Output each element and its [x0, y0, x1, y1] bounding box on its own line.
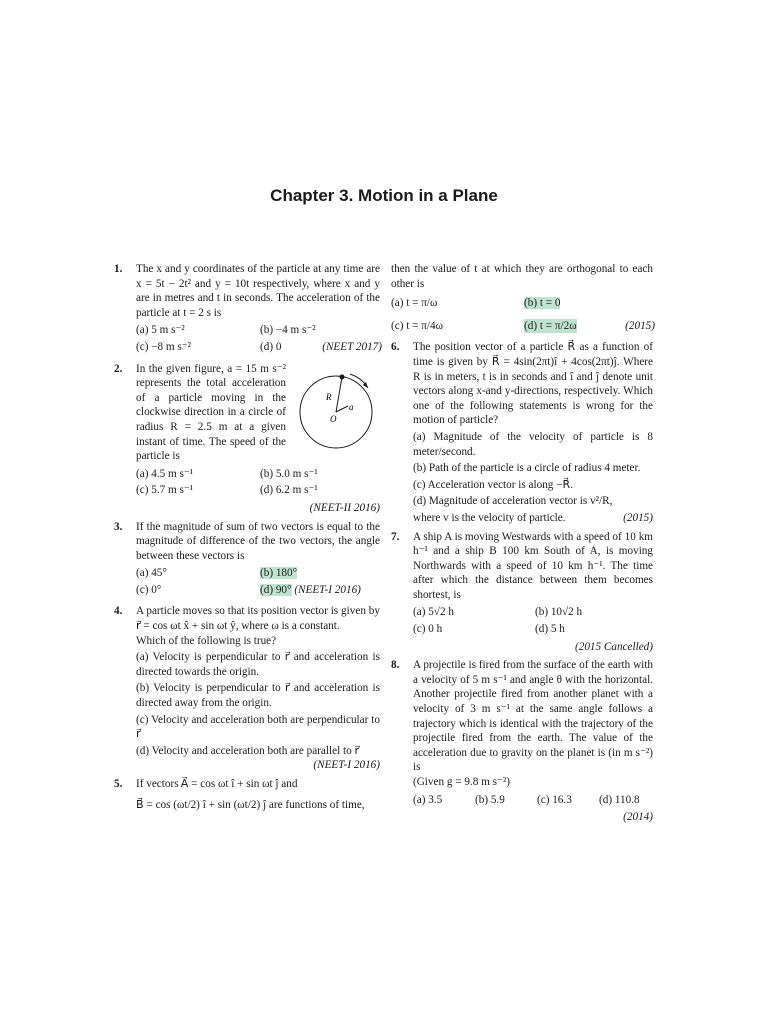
question-number: 4. — [114, 605, 123, 618]
option-a: (a) 3.5 — [413, 793, 443, 806]
exam-tag: (NEET-I 2016) — [313, 759, 380, 772]
option-b: (b) Path of the particle is a circle of radius 4 meter. — [413, 462, 641, 475]
option-b: (b) 5.9 — [475, 793, 505, 806]
option-b: (b) 10√2 h — [535, 606, 583, 619]
option-d: (d) 6.2 m s⁻¹ — [260, 484, 318, 497]
option-d: (d) 5 h — [535, 623, 565, 636]
question-1 — [114, 262, 380, 358]
option-b: (b) Velocity is perpendicular to r⃗ and acceleration is directed away from the origin. — [136, 682, 380, 710]
figure-label-o: O — [330, 413, 337, 424]
option-a: (a) 5√2 h — [413, 606, 454, 619]
option-a: (a) t = π/ω — [391, 297, 438, 310]
question-text: In the given figure, a = 15 m s⁻² represents the total acceleration of a particle moving in the clockwise direction in a circle of radius R = 2.5 m at a given instant of time. The speed of the particle is — [136, 362, 286, 463]
option-a: (a) 45° — [136, 567, 167, 580]
option-d: (d) 90° — [260, 583, 292, 596]
question-subtext: Which of the following is true? — [136, 634, 277, 647]
question-text: A particle moves so that its position vector is given by r⃗ = cos ωt x̂ + sin ωt ŷ, where ω is a constant. — [136, 605, 380, 633]
option-d: (d) Velocity and acceleration both are parallel to r⃗ — [136, 744, 360, 757]
question-number: 5. — [114, 778, 123, 790]
option-b: (b) t = 0 — [524, 297, 561, 310]
question-number: 6. — [391, 341, 400, 354]
option-c: (c) 0° — [136, 583, 162, 596]
exam-tag: (2014) — [623, 811, 653, 824]
option-c: (c) t = π/4ω — [391, 319, 443, 332]
option-a: (a) Velocity is perpendicular to r⃗ and acceleration is directed towards the origin. — [136, 651, 380, 678]
option-c: (c) 0 h — [413, 623, 443, 636]
option-b: (b) −4 m s⁻² — [260, 324, 316, 337]
question-3 — [114, 520, 380, 601]
right-column — [391, 262, 653, 829]
option-c: (c) Velocity and acceleration both are perpendicular to r⃗ — [136, 713, 380, 741]
exam-tag: (2015 Cancelled) — [575, 640, 653, 653]
question-number: 2. — [114, 362, 123, 375]
option-a: (a) 4.5 m s⁻¹ — [136, 467, 194, 480]
question-number: 8. — [391, 659, 400, 672]
exam-tag: (NEET-II 2016) — [309, 501, 380, 514]
question-subtext: B⃗ = cos (ωt/2) î + sin (ωt/2) ĵ are functions of time, — [136, 798, 365, 811]
given-note: (Given g = 9.8 m s⁻²) — [413, 776, 510, 788]
question-5-continued — [391, 262, 653, 336]
exam-tag: (2015) — [625, 319, 655, 332]
question-text: A projectile is fired from the surface of the earth with a velocity of 5 m s⁻¹ and angle θ with the horizontal. Another projectile fired from another planet with a velocity of 3 m s⁻¹ at the same angle follows a trajectory which is identical with the trajectory of the projectile fired from the earth. The value of the acceleration due to gravity on the planet is (in m s⁻²) is — [413, 659, 653, 774]
question-text: then the value of t at which they are orthogonal to each other is — [391, 263, 653, 290]
question-number: 1. — [114, 263, 123, 275]
question-text: A ship A is moving Westwards with a speed of 10 km h⁻¹ and a ship B 100 km South of A, is moving Northwards with a speed of 10 km h⁻¹. The time after which the distance between them becomes shortest, is — [413, 530, 653, 601]
exam-tag: (2015) — [623, 511, 653, 524]
question-7 — [391, 530, 653, 655]
option-c: (c) −8 m s⁻² — [136, 340, 192, 353]
option-a: (a) 5 m s⁻² — [136, 324, 185, 337]
figure-label-r: R — [326, 391, 332, 402]
exam-tag: (NEET 2017) — [322, 340, 382, 353]
question-2 — [114, 362, 380, 516]
question-5 — [114, 777, 380, 812]
question-text: If vectors A⃗ = cos ωt î + sin ωt ĵ and — [136, 778, 298, 790]
option-c: (c) 16.3 — [537, 793, 572, 806]
question-8 — [391, 658, 653, 825]
question-number: 3. — [114, 520, 123, 533]
option-b: (b) 5.0 m s⁻¹ — [260, 467, 318, 480]
option-d: (d) 0 — [260, 340, 282, 353]
option-c: (c) 5.7 m s⁻¹ — [136, 484, 194, 497]
exam-tag: (NEET-I 2016) — [294, 583, 361, 596]
option-d: (d) Magnitude of acceleration vector is v²/R, — [413, 495, 613, 508]
question-4 — [114, 604, 380, 773]
question-number: 7. — [391, 530, 400, 543]
option-a: (a) Magnitude of the velocity of particle is 8 meter/second. — [413, 430, 653, 458]
option-b: (b) 180° — [260, 567, 298, 580]
question-text: The x and y coordinates of the particle at any time are x = 5t − 2t² and y = 10t respectively, where x and y are in metres and t in seconds. The acceleration of the particle at t = 2 s is — [136, 263, 380, 319]
option-d: (d) 110.8 — [599, 793, 640, 806]
circle-figure — [292, 366, 380, 454]
question-6 — [391, 340, 653, 525]
chapter-title: Chapter 3. Motion in a Plane — [270, 186, 498, 205]
option-c: (c) Acceleration vector is along −R⃗. — [413, 478, 574, 491]
option-d-continued: where v is the velocity of particle. — [413, 511, 566, 524]
figure-label-a: a — [349, 401, 354, 412]
question-text: The position vector of a particle R⃗ as a function of time is given by R⃗ = 4sin(2πt)î + 4cos(2πt)ĵ. Where R is in meters, t is in seconds and î and ĵ denote unit vectors along x-and y-directions, respectively. Which one of the following statements is wrong for the motion of particle? — [413, 341, 653, 427]
left-column — [114, 262, 380, 816]
option-d: (d) t = π/2ω — [524, 319, 577, 332]
question-text: If the magnitude of sum of two vectors is equal to the magnitude of difference of the two vectors, the angle between these vectors is — [136, 520, 380, 562]
